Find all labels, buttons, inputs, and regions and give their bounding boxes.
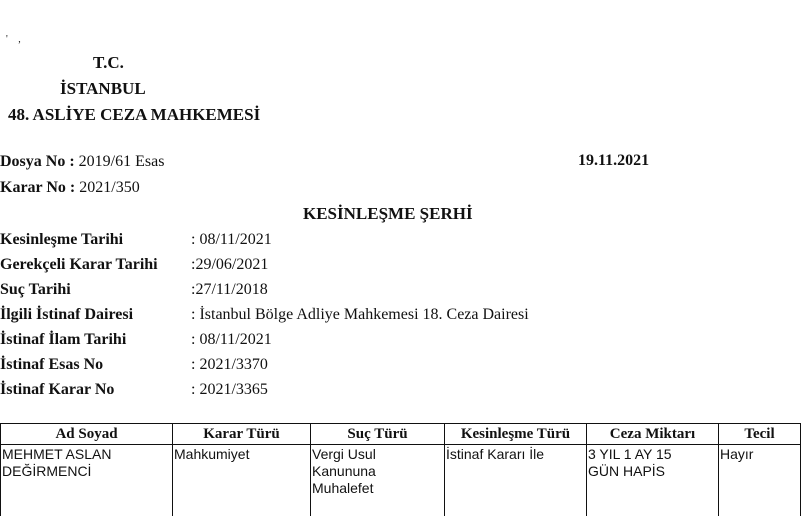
- table-header-row: [1, 424, 801, 445]
- column-header: Kesinleşme Türü: [445, 424, 587, 445]
- detail-value: : 2021/3365: [191, 381, 268, 399]
- detail-label: Suç Tarihi: [0, 281, 71, 299]
- column-header: Tecil: [719, 424, 801, 445]
- document-date: 19.11.2021: [578, 152, 649, 170]
- header-city: İSTANBUL: [60, 79, 146, 99]
- karar-label: Karar No :: [0, 179, 75, 196]
- detail-value: : 2021/3370: [191, 356, 268, 374]
- detail-value: :27/11/2018: [191, 281, 268, 299]
- detail-label: Gerekçeli Karar Tarihi: [0, 256, 158, 274]
- scan-specks: ' ,: [6, 34, 25, 45]
- column-header: Ad Soyad: [1, 424, 173, 445]
- case-table: [0, 423, 801, 516]
- header-tc: T.C.: [93, 53, 124, 73]
- detail-label: İstinaf Karar No: [0, 381, 114, 399]
- header-court: 48. ASLİYE CEZA MAHKEMESİ: [8, 105, 260, 125]
- column-header: Ceza Miktarı: [587, 424, 719, 445]
- cell-finality-type: İstinaf Kararı İle: [445, 445, 587, 516]
- detail-label: İstinaf İlam Tarihi: [0, 331, 126, 349]
- karar-line: [0, 179, 140, 197]
- document-title: KESİNLEŞME ŞERHİ: [303, 204, 473, 224]
- detail-label: İstinaf Esas No: [0, 356, 103, 374]
- dosya-label: Dosya No :: [0, 153, 75, 170]
- detail-value: : 08/11/2021: [191, 331, 272, 349]
- cell-decision-type: Mahkumiyet: [173, 445, 311, 516]
- cell-sentence: 3 YIL 1 AY 15 GÜN HAPİS: [587, 445, 719, 516]
- karar-value: 2021/350: [79, 179, 139, 196]
- detail-value: :29/06/2021: [191, 256, 268, 274]
- column-header: Karar Türü: [173, 424, 311, 445]
- table-row: [1, 445, 801, 516]
- cell-name: MEHMET ASLAN DEĞİRMENCİ: [1, 445, 173, 516]
- column-header: Suç Türü: [311, 424, 445, 445]
- detail-label: Kesinleşme Tarihi: [0, 231, 123, 249]
- dosya-line: [0, 153, 164, 171]
- cell-suspension: Hayır: [719, 445, 801, 516]
- cell-crime-type: Vergi Usul Kanununa Muhalefet: [311, 445, 445, 516]
- detail-value: : 08/11/2021: [191, 231, 272, 249]
- detail-label: İlgili İstinaf Dairesi: [0, 306, 133, 324]
- detail-value: : İstanbul Bölge Adliye Mahkemesi 18. Ceza Dairesi: [191, 306, 529, 324]
- dosya-value: 2019/61 Esas: [79, 153, 165, 170]
